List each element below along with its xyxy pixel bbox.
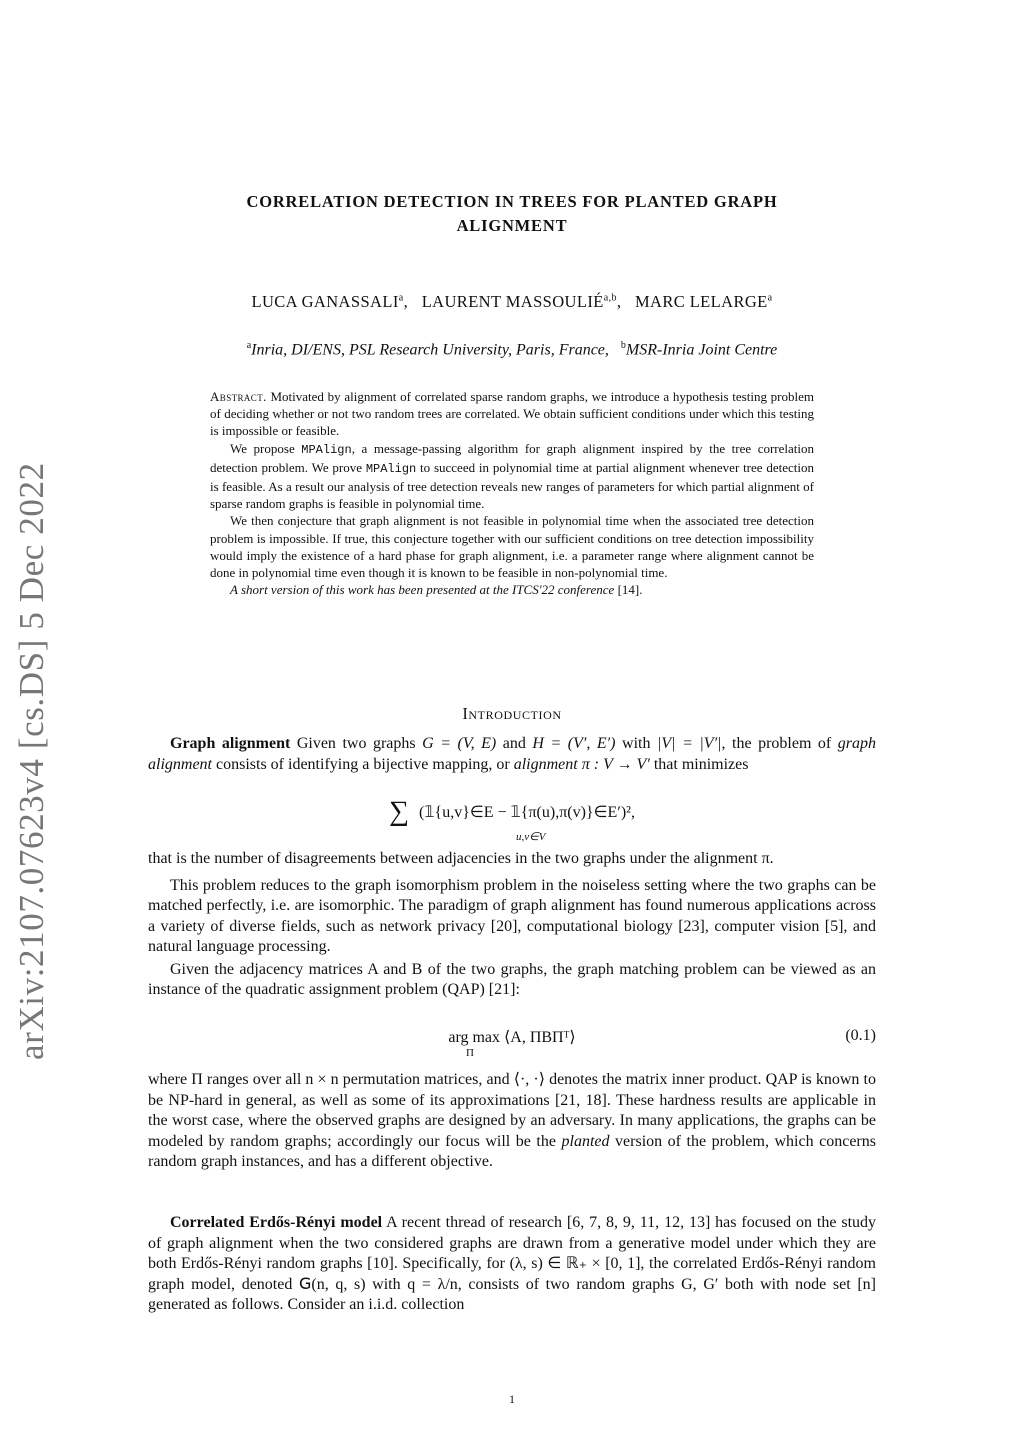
para1-G: G = (V, E) xyxy=(422,735,497,752)
eq1-subscript: u,v∈V xyxy=(516,831,546,843)
section-heading-introduction: Introduction xyxy=(462,704,562,723)
author-1-sup: a xyxy=(398,292,404,304)
eq2-subscript: Π xyxy=(466,1047,474,1059)
page-number: 1 xyxy=(509,1392,515,1406)
author-list: LUCA GANASSALI$^a$, LAURENT MASSOULIÉ$^{a,b}$, MARC LELARGE$^a$ xyxy=(251,292,773,311)
para1-H: H = (V′, E′) xyxy=(532,735,616,752)
para5 xyxy=(148,1213,876,1316)
para1-and: and xyxy=(496,735,533,752)
intro-paragraphs-2-3 xyxy=(148,849,876,1001)
para1-a: Given two graphs xyxy=(290,735,423,752)
para5-a: A recent thread of research [6, 7, 8, 9, 11, 12, 13] has focused on the study of graph alignment when the two considered graphs are drawn from a generative model under which they are both Erdős-Rényi random graphs [10]. Specifically, for (λ, s) ∈ ℝ₊ × [0, 1], the correlated Erdős-Rényi random graph model, denoted 𝖦(n, q, s) with q = λ/n, consists of two random graphs G, G′ both with node set [n] generated as follows. Consider an i.i.d. collection xyxy=(148,1214,877,1313)
para1-d: that minimizes xyxy=(649,755,749,773)
para4-a: where Π ranges over all n × n permutation matrices, and ⟨·, ·⟩ denotes the matrix inner product. QAP is known to be NP-hard in general, as well as some of its approximations [21, 18]. These hardness results are applicable in the worst case, where the observed graphs are designed by an adversary. In many applications, the graphs can be modeled by random graphs; accordingly our focus will be the xyxy=(148,1071,876,1150)
author-3: MARC LELARGE xyxy=(634,292,768,311)
abstract-p4-ref: [14]. xyxy=(614,582,643,598)
para1-term2: alignment xyxy=(513,755,578,773)
eq1-body: (𝟙{u,v}∈E − 𝟙{π(u),π(v)}∈E′)², xyxy=(419,804,635,821)
intro-paragraph-5 xyxy=(148,1213,876,1316)
author-2-sup: a,b xyxy=(603,292,617,304)
affil-b-sup: b xyxy=(620,340,626,351)
algorithm-name: MPAlign xyxy=(301,442,352,457)
abstract-p1 xyxy=(210,388,814,440)
abstract xyxy=(210,388,814,598)
para5-head: Correlated Erdős-Rényi model xyxy=(170,1214,383,1231)
affil-b: MSR-Inria Joint Centre xyxy=(625,341,778,359)
para1 xyxy=(148,734,876,775)
abstract-p2-a: We propose xyxy=(230,440,295,456)
sum-symbol: ∑ xyxy=(389,796,409,827)
author-2: LAURENT MASSOULIÉ xyxy=(421,292,604,311)
author-1: LUCA GANASSALI xyxy=(251,292,399,311)
abstract-p2-c: to succeed in polynomial time at partial alignment whenever tree detection is feasible. As a result our analysis of tree detection reveals new ranges of parameters for which partial alignment of sparse random graphs is feasible in polynomial time. xyxy=(210,459,815,512)
abstract-p3: We then conjecture that graph alignment is not feasible in polynomial time when the associated tree detection problem is impossible. If true, this conjecture together with our sufficient conditions on tree detection impossibility would imply the existence of a hard phase for graph alignment, i.e. a parameter range where alignment cannot be done in polynomial time even though it is known to be feasible in non-polynomial time. xyxy=(210,513,814,581)
para1-b: , the problem of xyxy=(721,735,838,752)
title-line-1: CORRELATION DETECTION IN TREES FOR PLANTED GRAPH xyxy=(246,192,778,211)
para1-term: graph alignment xyxy=(148,735,876,773)
para1-cont: that is the number of disagreements between adjacencies in the two graphs under the alignment π. xyxy=(148,850,774,867)
para1-card: |V| = |V′| xyxy=(657,735,722,752)
para4 xyxy=(148,1070,876,1173)
title-line-2: ALIGNMENT xyxy=(456,216,568,235)
abstract-p2 xyxy=(210,440,814,513)
para3: Given the adjacency matrices A and B of the two graphs, the graph matching problem can be viewed as an instance of the quadratic assignment problem (QAP) [21]: xyxy=(148,960,876,998)
abstract-p2-b: , a message-passing algorithm for graph alignment inspired by the tree correlation detection problem. We prove xyxy=(210,440,815,475)
para4-b: version of the problem, which concerns random graph instances, and has a different objective. xyxy=(148,1132,876,1170)
arxiv-side-stamp: arXiv:2107.07623v4 [cs.DS] 5 Dec 2022 xyxy=(12,462,51,1060)
equation-number: (0.1) xyxy=(845,1027,876,1044)
para4-term: planted xyxy=(561,1132,610,1150)
para2: This problem reduces to the graph isomorphism problem in the noiseless setting where the two graphs can be matched perfectly, i.e. are isomorphic. The paradigm of graph alignment has found numerous applications across a variety of diverse fields, such as network privacy [20], computational biology [23], computer vision [5], and natural language processing. xyxy=(148,876,876,955)
eq2-body: arg max ⟨A, ΠBΠᵀ⟩ xyxy=(448,1029,576,1046)
para1-c: consists of identifying a bijective mapping, or xyxy=(212,755,514,773)
affiliations xyxy=(150,340,874,359)
para1-head: Graph alignment xyxy=(170,735,291,752)
equation-2 xyxy=(148,1027,876,1063)
abstract-p4-text: A short version of this work has been presented at the ITCS'22 conference xyxy=(230,582,615,598)
author-3-sup: a xyxy=(767,292,773,304)
intro-paragraph-4 xyxy=(148,1070,876,1173)
affil-a-sup: a xyxy=(246,340,252,351)
abstract-label: Abstract. xyxy=(210,389,267,404)
equation-1 xyxy=(148,796,876,846)
intro-paragraph-1 xyxy=(148,734,876,775)
para1-pi: π : V → V′ xyxy=(577,755,650,773)
algorithm-name-2: MPAlign xyxy=(365,461,417,476)
affil-a: Inria, DI/ENS, PSL Research University, Paris, France, xyxy=(251,341,609,359)
abstract-p1-text: Motivated by alignment of correlated sparse random graphs, we introduce a hypothesis testing problem of deciding whether or not two random trees are correlated. We obtain sufficient conditions under which this testing is impossible or feasible. xyxy=(210,389,815,439)
paper-title xyxy=(150,190,874,238)
abstract-p4 xyxy=(210,581,814,598)
para1-with: with xyxy=(615,735,657,752)
